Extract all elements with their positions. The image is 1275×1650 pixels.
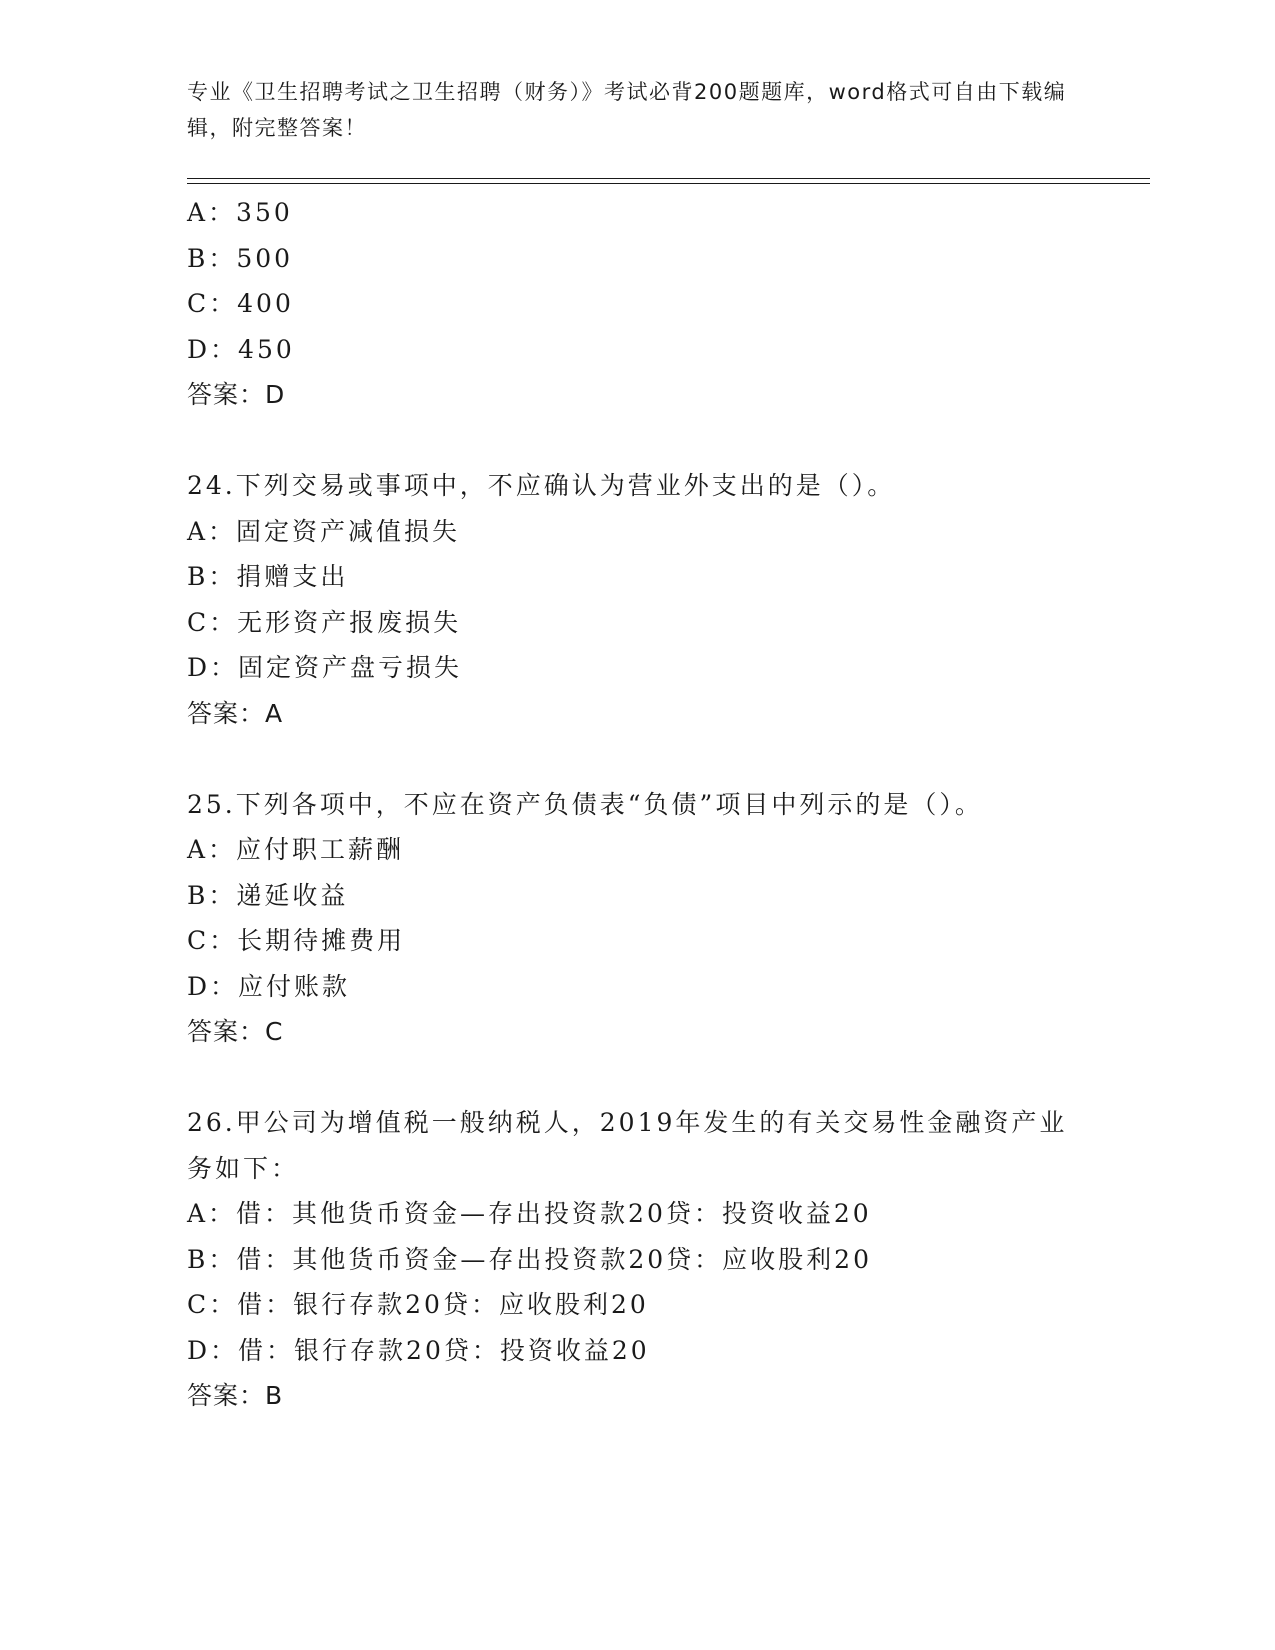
option-d: D：应付账款: [187, 971, 351, 1001]
option-d: D：固定资产盘亏损失: [187, 653, 463, 682]
question-text: 24.下列交易或事项中，不应确认为营业外支出的是（）。: [187, 471, 896, 500]
answer: 答案：B: [187, 1381, 284, 1410]
answer: 答案：D: [187, 380, 286, 409]
spacer: [187, 736, 1147, 782]
option-b: B：借：其他货币资金—存出投资款20贷：应收股利20: [187, 1244, 872, 1274]
option-a: A：借：其他货币资金—存出投资款20贷：投资收益20: [187, 1199, 872, 1228]
option-d: D：450: [187, 334, 295, 364]
question-26: [187, 1100, 1147, 1419]
spacer: [187, 1055, 1147, 1101]
spacer: [187, 418, 1147, 464]
option-a: A：应付职工薪酬: [187, 835, 405, 864]
option-c: C：400: [187, 289, 294, 318]
option-c: C：无形资产报废损失: [187, 607, 462, 637]
option-b: B：捐赠支出: [187, 562, 349, 591]
option-c: C：长期待摊费用: [187, 926, 406, 955]
question-text: 25.下列各项中，不应在资产负债表“负债”项目中列示的是（）。: [187, 789, 983, 819]
question-24: [187, 463, 1147, 736]
option-a: A：固定资产减值损失: [187, 516, 461, 546]
answer: 答案：A: [187, 698, 284, 728]
question-23: [187, 190, 1147, 418]
header-rule-top: [187, 178, 1150, 179]
option-b: B：500: [187, 243, 294, 273]
option-d: D：借：银行存款20贷：投资收益20: [187, 1335, 650, 1365]
question-text-line-1: 26.甲公司为增值税一般纳税人，2019年发生的有关交易性金融资产业: [187, 1108, 1068, 1137]
question-25: [187, 782, 1147, 1055]
question-list: [187, 190, 1147, 1419]
option-c: C：借：银行存款20贷：应收股利20: [187, 1290, 649, 1319]
document-header: 专业《卫生招聘考试之卫生招聘（财务）》考试必背200题题库，word格式可自由下载编辑，附完整答案！: [187, 80, 1067, 140]
option-a: A：350: [187, 198, 293, 227]
question-text-line-2: 务如下：: [187, 1153, 300, 1183]
answer: 答案：C: [187, 1017, 284, 1046]
header-rule-bottom: [187, 183, 1150, 184]
option-b: B：递延收益: [187, 880, 349, 910]
